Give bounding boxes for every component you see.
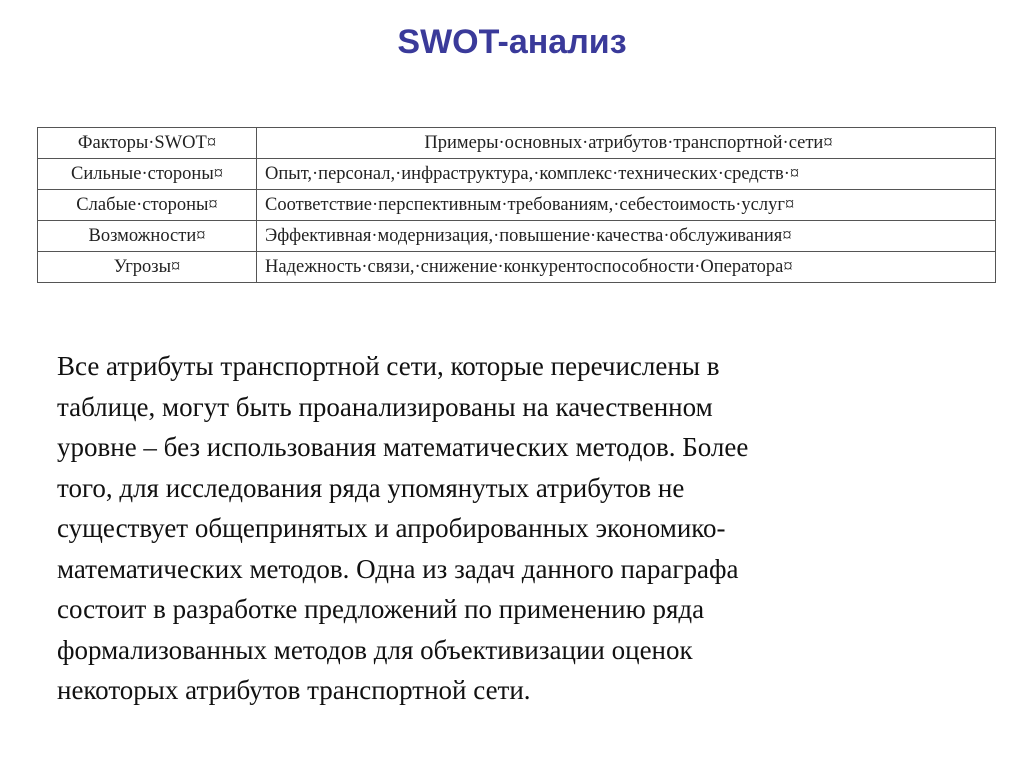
paragraph-line: математических методов. Одна из задач данного параграфа <box>57 553 739 584</box>
paragraph-line: некоторых атрибутов транспортной сети. <box>57 675 531 705</box>
table-header-row <box>38 128 996 159</box>
paragraph-line: формализованных методов для объективизации оценок <box>57 634 693 665</box>
table-row <box>38 252 996 283</box>
table-cell-example: Надежность·связи,·снижение·конкурентоспособности·Оператора¤ <box>257 252 996 283</box>
table-cell-factor: Слабые·стороны¤ <box>38 190 257 221</box>
table-header-factor: Факторы·SWOT¤ <box>38 128 257 159</box>
table-header-example: Примеры·основных·атрибутов·транспортной·сети¤ <box>257 128 996 159</box>
swot-table <box>37 127 996 283</box>
paragraph-line: состоит в разработке предложений по применению ряда <box>57 594 705 624</box>
paragraph-line: уровне – без использования математических методов. Более <box>57 432 749 462</box>
table-cell-example: Эффективная·модернизация,·повышение·качества·обслуживания¤ <box>257 221 996 252</box>
table-row <box>38 190 996 221</box>
table-row <box>38 221 996 252</box>
table-cell-example: Соответствие·перспективным·требованиям,·себестоимость·услуг¤ <box>257 190 996 221</box>
paragraph-line: Все атрибуты транспортной сети, которые перечислены в <box>57 351 720 381</box>
paragraph-line: существует общепринятых и апробированных экономико- <box>57 513 726 543</box>
table-row <box>38 159 996 190</box>
table-cell-example: Опыт,·персонал,·инфраструктура,·комплекс·технических·средств·¤ <box>257 159 996 190</box>
table-cell-factor: Возможности¤ <box>38 221 257 252</box>
paragraph-line: таблице, могут быть проанализированы на качественном <box>57 391 713 422</box>
paragraph-line: того, для исследования ряда упомянутых атрибутов не <box>57 472 685 503</box>
table-cell-factor: Сильные·стороны¤ <box>38 159 257 190</box>
table-cell-factor: Угрозы¤ <box>38 252 257 283</box>
body-paragraph <box>57 346 957 711</box>
slide-title: SWOT-анализ <box>397 23 627 61</box>
